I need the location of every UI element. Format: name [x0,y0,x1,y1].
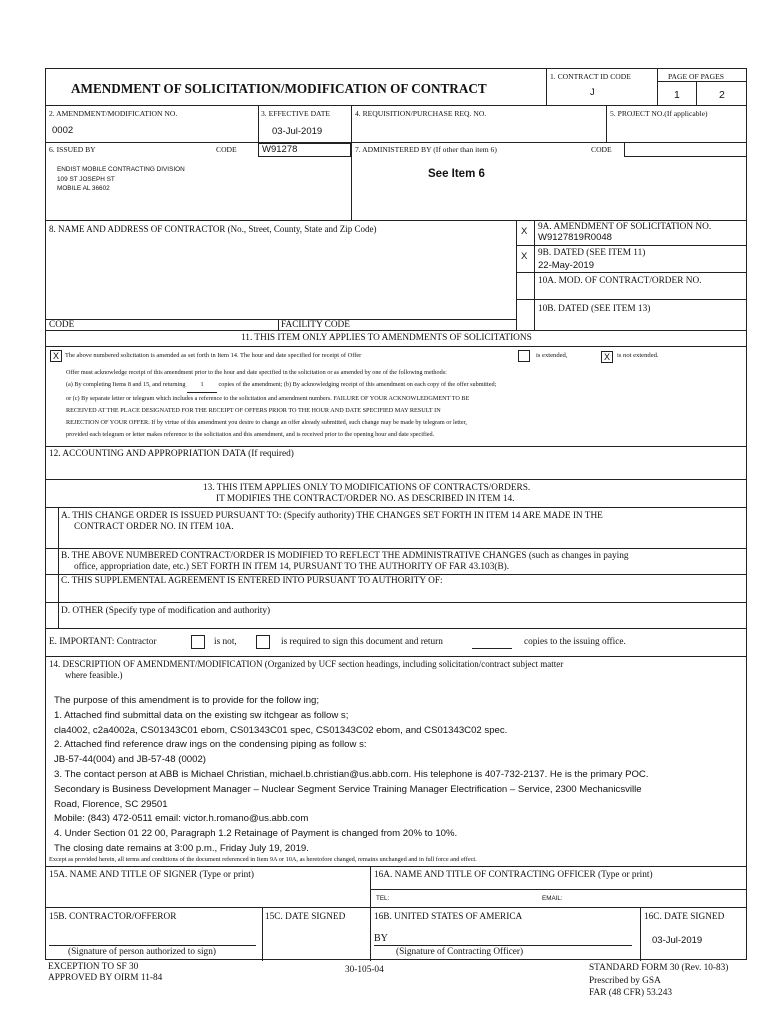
copies-returned[interactable]: 1 [187,379,217,392]
page-total: 2 [719,89,725,101]
item-11-line-2a: (a) By completing Items 8 and 15, and returning [66,381,186,389]
description-line: 2. Attached find reference draw ings on the condensing piping as follow s: [54,739,367,751]
facility-code-label: FACILITY CODE [281,320,350,330]
page-of-pages-label: PAGE OF PAGES [668,72,724,81]
page-number: 1 [674,89,680,101]
item-9a-label: 9A. AMENDMENT OF SOLICITATION NO. [538,222,712,232]
item-10a-label: 10A. MOD. OF CONTRACT/ORDER NO. [538,276,702,286]
item-13a-line-1: A. THIS CHANGE ORDER IS ISSUED PURSUANT TO: (Specify authority) THE CHANGES SET FORTH IN ITEM 14 ARE MADE IN THE [61,511,603,521]
administered-by-value: See Item 6 [428,168,485,180]
item-11-instructions [66,367,496,442]
form-title: AMENDMENT OF SOLICITATION/MODIFICATION OF CONTRACT [71,81,487,96]
issuer-address [57,165,185,194]
checkbox-9b[interactable]: X [521,251,528,262]
form-control-number: 30-105-04 [345,965,384,975]
item-13d: D. OTHER (Specify type of modification and authority) [61,606,271,616]
is-required-label: is required to sign this document and return [281,637,443,647]
date-signed-16c: 03-Jul-2019 [652,935,703,946]
item-12-label: 12. ACCOUNTING AND APPROPRIATION DATA (If required) [49,449,294,459]
amendment-form [45,68,747,960]
except-provided-text: Except as provided herein, all terms and conditions of the document referenced in Item 9A or 10A, as heretofore changed, remains unchanged and in full force and effect. [49,856,477,863]
issued-code-value: W91278 [262,144,298,155]
item-11-amended-text: The above numbered solicitation is amended as set forth in Item 14. The hour and date specified for receipt of Offer [65,352,362,359]
description-line: The purpose of this amendment is to provide for the follow ing; [54,695,320,706]
issuer-line-1: ENDIST MOBILE CONTRACTING DIVISION [57,166,185,173]
description-line: The closing date remains at 3:00 p.m., Friday July 19, 2019. [54,842,309,854]
checkbox-is-required[interactable] [256,635,270,649]
item-13b-line-2: office, appropriation date, etc.) SET FORTH IN ITEM 14, PURSUANT TO THE AUTHORITY OF FAR 43.103(B). [74,562,510,572]
contract-id-label: 1. CONTRACT ID CODE [550,72,631,81]
exception-text: EXCEPTION TO SF 30 [48,962,139,972]
item-13-heading-2: IT MODIFIES THE CONTRACT/ORDER NO. AS DESCRIBED IN ITEM 14. [216,494,515,504]
issued-by-label: 6. ISSUED BY [49,145,96,154]
item-11-line-5: REJECTION OF YOUR OFFER. If by virtue of this amendment you desire to change an offer already submitted, such change may be made by telegram or letter, [66,419,467,427]
important-label: E. IMPORTANT: Contractor [49,637,157,647]
checkbox-is-not[interactable] [191,635,205,649]
project-no-label: 5. PROJECT NO.(If applicable) [610,109,708,118]
administered-code-label: CODE [591,145,612,154]
item-14-label-1: 14. DESCRIPTION OF AMENDMENT/MODIFICATION (Organized by UCF section headings, including solicitation/contract subject matter [49,659,564,669]
contract-id-value: J [590,87,595,98]
contractor-signature-line[interactable] [49,945,256,946]
description-line: 4. Under Section 01 22 00, Paragraph 1.2 Retainage of Payment is changed from 20% to 10%. [54,828,458,840]
contractor-signature-caption: (Signature of person authorized to sign) [68,947,216,957]
footer-right [589,962,728,1000]
officer-signature-caption: (Signature of Contracting Officer) [396,947,524,957]
footer-left [48,962,162,984]
effective-date-label: 3. EFFECTIVE DATE [261,109,330,118]
email-label: EMAIL: [542,895,563,902]
item-9b-label: 9B. DATED (SEE ITEM 11) [538,248,646,258]
issuer-line-3: MOBILE AL 36602 [57,185,110,192]
description-line: Mobile: (843) 472-0511 email: victor.h.romano@us.abb.com [54,813,309,825]
amendment-no-label: 2. AMENDMENT/MODIFICATION NO. [49,109,178,118]
item-9b-value: 22-May-2019 [538,260,594,271]
not-extended-label: is not extended. [617,352,659,359]
description-line: JB-57-44(004) and JB-57-48 (0002) [54,754,206,766]
tel-label: TEL: [376,895,390,902]
item-11-line-2 [66,379,496,392]
item-14-description [54,694,649,857]
prescribed-by-text: Prescribed by GSA [589,975,661,986]
description-line: 1. Attached find submittal data on the existing sw itchgear as follow s; [54,709,349,721]
item-13-heading-1: 13. THIS ITEM APPLIES ONLY TO MODIFICATIONS OF CONTRACTS/ORDERS. [203,483,531,493]
contractor-label: 8. NAME AND ADDRESS OF CONTRACTOR (No., Street, County, State and Zip Code) [49,224,377,234]
copies-count-line[interactable] [472,648,512,649]
description-line: Secondary is Business Development Manager – Nuclear Segment Service Training Manager Electrification – Service, 2300 Mechanicsville [54,783,642,795]
description-line: cla4002, c2a4002a, CS01343C01 ebom, CS01343C01 spec, CS01343C02 ebom, and CS01343C02 spec. [54,724,508,736]
item-11-line-2b: copies of the amendment; (b) By acknowledging receipt of this amendment on each copy of the offer submitted; [218,381,497,389]
item-11-line-4: RECEIVED AT THE PLACE DESIGNATED FOR THE RECEIPT OF OFFERS PRIOR TO THE HOUR AND DATE SPECIFIED MAY RESULT IN [66,406,441,414]
checkbox-9a[interactable]: X [521,226,528,237]
standard-form-text: STANDARD FORM 30 (Rev. 10-83) [589,963,729,973]
checkbox-not-extended[interactable]: X [601,351,613,363]
far-reference-text: FAR (48 CFR) 53.243 [589,988,672,998]
is-not-label: is not, [214,637,237,647]
item-11-heading: 11. THIS ITEM ONLY APPLIES TO AMENDMENTS OF SOLICITATIONS [241,333,532,343]
effective-date-value: 03-Jul-2019 [272,126,323,137]
item-16b-label: 16B. UNITED STATES OF AMERICA [374,912,523,922]
item-11-line-6: provided each telegram or letter makes reference to the solicitation and this amendment, and is received prior to the opening hour and date specified. [66,431,435,439]
item-15c-label: 15C. DATE SIGNED [265,912,346,922]
item-16c-label: 16C. DATE SIGNED [644,912,725,922]
checkbox-extended[interactable] [518,350,530,362]
item-13c: C. THIS SUPPLEMENTAL AGREEMENT IS ENTERED INTO PURSUANT TO AUTHORITY OF: [61,576,443,586]
item-13b-line-1: B. THE ABOVE NUMBERED CONTRACT/ORDER IS MODIFIED TO REFLECT THE ADMINISTRATIVE CHANGES (such as changes in paying [61,551,629,561]
item-14-label-2: where feasible.) [65,670,123,680]
item-15a-label: 15A. NAME AND TITLE OF SIGNER (Type or print) [49,870,254,880]
item-11-line-3: or (c) By separate letter or telegram which includes a reference to the solicitation and amendment numbers. FAILURE OF YOUR ACKNOWLEDGMENT TO BE [66,394,470,402]
approved-by-text: APPROVED BY OIRM 11-84 [48,973,163,983]
item-13a-line-2: CONTRACT ORDER NO. IN ITEM 10A. [74,522,234,532]
checkbox-solicitation-amended[interactable]: X [50,350,62,362]
item-15b-label: 15B. CONTRACTOR/OFFEROR [49,912,177,922]
by-label: BY [374,933,388,944]
contractor-code-label: CODE [49,320,75,330]
administered-by-label: 7. ADMINISTERED BY (If other than item 6) [355,145,497,154]
item-16a-label: 16A. NAME AND TITLE OF CONTRACTING OFFICER (Type or print) [374,870,653,880]
issued-code-label: CODE [216,145,237,154]
description-line: Road, Florence, SC 29501 [54,798,168,810]
item-11-line-1: Offer must acknowledge receipt of this amendment prior to the hour and date specified in the solicitation or as amended by one of the following methods: [66,369,447,376]
amendment-no-value: 0002 [52,125,74,136]
copies-issuing-office: copies to the issuing office. [524,637,626,647]
description-line: 3. The contact person at ABB is Michael Christian, michael.b.christian@us.abb.com. His telephone is 407-732-2137. He is the primary POC. [54,768,649,780]
officer-signature-line[interactable] [374,945,632,946]
issuer-line-2: 109 ST JOSEPH ST [57,175,115,183]
item-9a-value: W9127819R0048 [538,232,612,243]
extended-label: is extended, [536,352,568,359]
item-10b-label: 10B. DATED (SEE ITEM 13) [538,304,651,314]
requisition-label: 4. REQUISITION/PURCHASE REQ. NO. [355,109,487,118]
